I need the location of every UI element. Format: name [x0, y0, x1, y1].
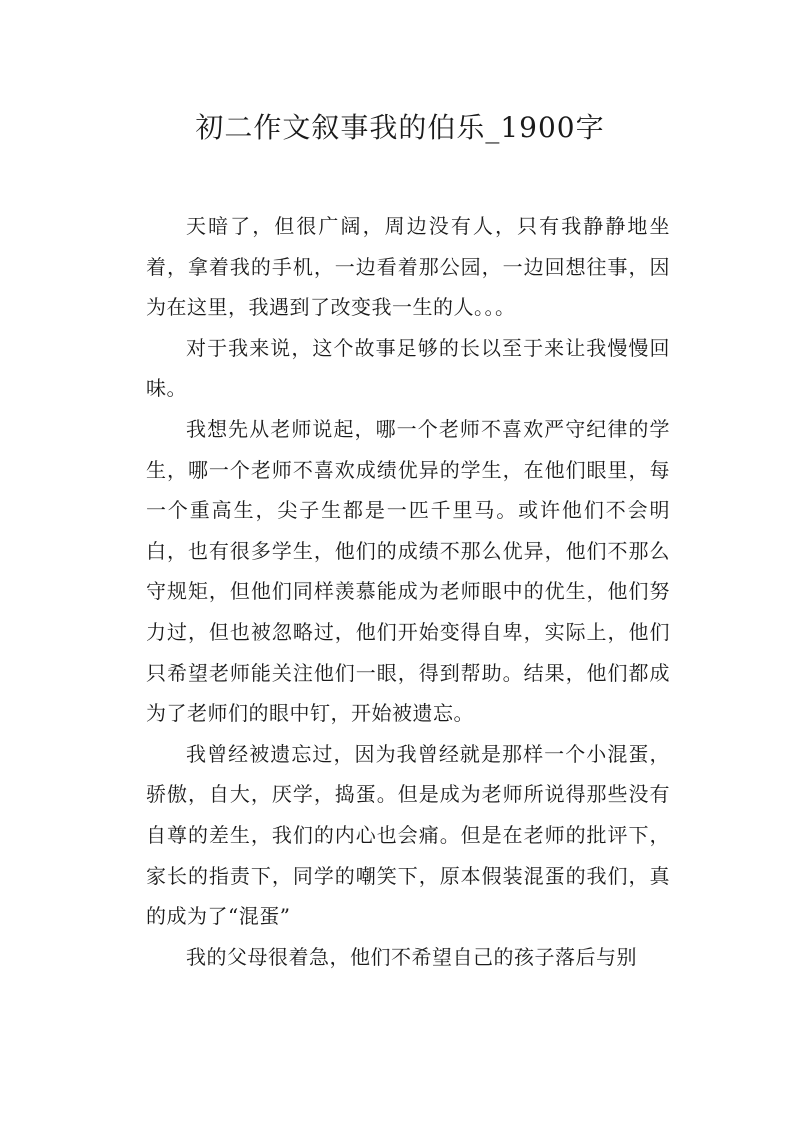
paragraph: 我曾经被遗忘过，因为我曾经就是那样一个小混蛋，骄傲，自大，厌学，捣蛋。但是成为老师所说得那些没有自尊的差生，我们的内心也会痛。但是在老师的批评下，家长的指责下，同学的嘲笑下，原本假装混蛋的我们，真的成为了“混蛋”: [146, 741, 670, 929]
paragraph: 我的父母很着急，他们不希望自己的孩子落后与别: [186, 944, 637, 969]
document-title: 初二作文叙事我的伯乐_1900字: [195, 111, 605, 144]
paragraph: 对于我来说，这个故事足够的长以至于来让我慢慢回味。: [146, 335, 670, 401]
paragraph: 天暗了，但很广阔，周边没有人，只有我静静地坐着，拿着我的手机，一边看着那公园，一边回想往事，因为在这里，我遇到了改变我一生的人。。。: [146, 214, 670, 320]
document-body: [146, 206, 670, 977]
paragraph: 我想先从老师说起，哪一个老师不喜欢严守纪律的学生，哪一个老师不喜欢成绩优异的学生，在他们眼里，每一个重高生，尖子生都是一匹千里马。或许他们不会明白，也有很多学生，他们的成绩不那么优异，他们不那么守规矩，但他们同样羡慕能成为老师眼中的优生，他们努力过，但也被忽略过，他们开始变得自卑，实际上，他们只希望老师能关注他们一眼，得到帮助。结果，他们都成为了老师们的眼中钉，开始被遗忘。: [146, 416, 670, 726]
